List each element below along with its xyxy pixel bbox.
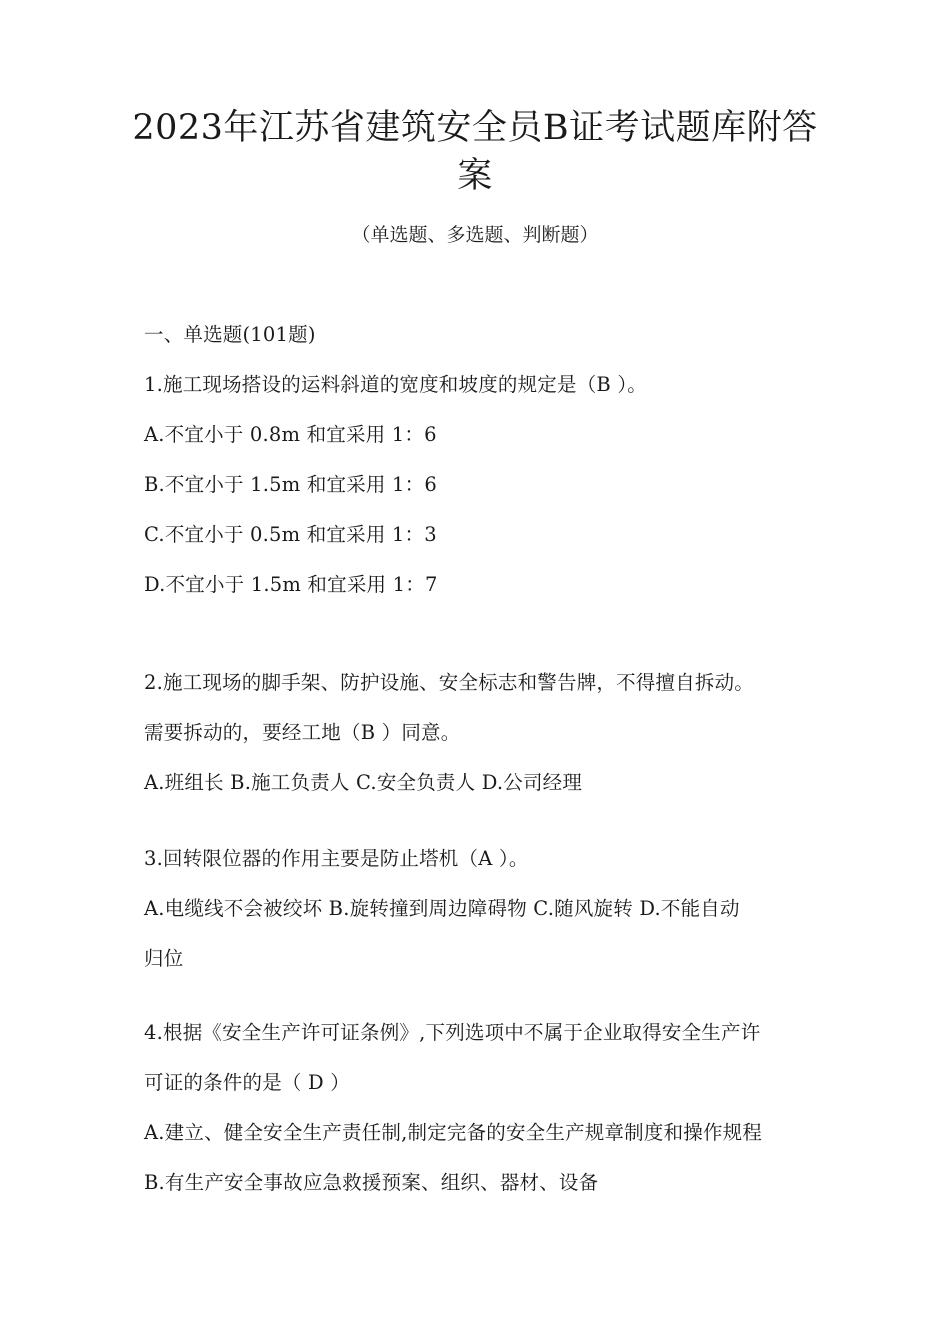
question-2-stem-line-1: 2.施工现场的脚手架、防护设施、安全标志和警告牌，不得擅自拆动。 [144,671,755,694]
question-4-stem-line-2: 可证的条件的是（ D ） [144,1071,350,1094]
question-3-options-line-1: A.电缆线不会被绞坏 B.旋转撞到周边障碍物 C.随风旋转 D.不能自动 [144,897,740,920]
document-subtitle: （单选题、多选题、判断题） [351,224,599,246]
question-1-option-b: B.不宜小于 1.5m 和宜采用 1：6 [144,473,437,496]
document-title-line-2: 案 [457,156,493,196]
question-1-option-c: C.不宜小于 0.5m 和宜采用 1：3 [144,523,437,546]
question-3-stem: 3.回转限位器的作用主要是防止塔机（A ）。 [144,847,529,870]
question-3-options-line-2: 归位 [144,947,184,970]
question-4-option-a: A.建立、健全安全生产责任制,制定完备的安全生产规章制度和操作规程 [144,1121,763,1144]
question-1-stem: 1.施工现场搭设的运料斜道的宽度和坡度的规定是（B ）。 [144,373,647,396]
document-title-line-1: 2023年江苏省建筑安全员B证考试题库附答 [132,108,818,148]
question-4-stem-line-1: 4.根据《安全生产许可证条例》,下列选项中不属于企业取得安全生产许 [144,1021,761,1044]
section-heading: 一、单选题(101题) [144,323,316,346]
question-2-stem-line-2: 需要拆动的，要经工地（B ）同意。 [144,721,461,744]
question-1-option-a: A.不宜小于 0.8m 和宜采用 1：6 [144,423,437,446]
question-1-option-d: D.不宜小于 1.5m 和宜采用 1：7 [144,573,438,596]
question-2-options: A.班组长 B.施工负责人 C.安全负责人 D.公司经理 [144,771,583,794]
question-4-option-b: B.有生产安全事故应急救援预案、组织、器材、设备 [144,1171,599,1194]
